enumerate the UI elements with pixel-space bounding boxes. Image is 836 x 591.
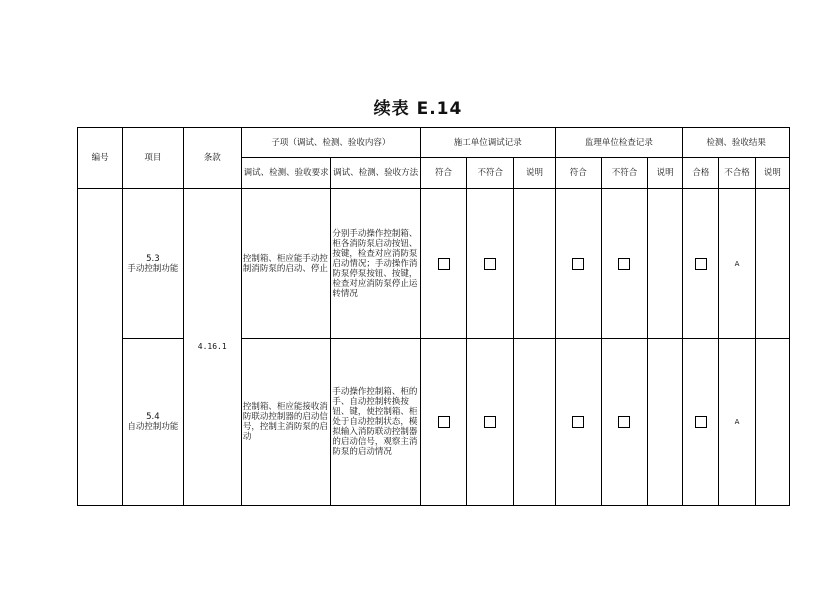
header-number: 编号 (78, 128, 123, 189)
supervision-explain-cell[interactable] (648, 189, 683, 339)
requirement-cell: 控制箱、柜应能手动控制消防泵的启动、停止 (241, 189, 330, 339)
supervision-conform-checkbox[interactable] (572, 258, 584, 270)
result-qualified-checkbox[interactable] (695, 416, 707, 428)
item-cell: 5.3 手动控制功能 (123, 189, 183, 339)
number-cell (78, 189, 123, 506)
inspection-table (77, 127, 790, 506)
construction-explain-cell[interactable] (514, 189, 555, 339)
header-result-qualified: 合格 (683, 158, 719, 189)
method-cell: 手动操作控制箱、柜的手、自动控制转换按钮、键，使控制箱、柜处于自动控制状态，模拟输入消防联动控制器的启动信号，观察主消防泵的启动情况 (331, 339, 421, 506)
header-construction-explain: 说明 (514, 158, 555, 189)
result-unqualified-mark: A (719, 339, 755, 506)
table-row (78, 189, 790, 339)
result-unqualified-mark: A (719, 189, 755, 339)
page-title: 续表 E.14 (373, 99, 463, 119)
header-result: 检测、验收结果 (683, 128, 790, 158)
header-sub-method: 调试、检测、验收方法 (331, 158, 421, 189)
header-supervision-explain: 说明 (648, 158, 683, 189)
header-supervision-not-conform: 不符合 (601, 158, 647, 189)
result-explain-cell[interactable] (755, 339, 789, 506)
item-cell: 5.4 自动控制功能 (123, 339, 183, 506)
header-item: 项目 (123, 128, 183, 189)
construction-conform-checkbox[interactable] (438, 258, 450, 270)
supervision-not-conform-checkbox[interactable] (618, 416, 630, 428)
header-subitem: 子项（调试、检测、验收内容） (241, 128, 420, 158)
construction-not-conform-checkbox[interactable] (484, 258, 496, 270)
clause-cell: 4.16.1 (183, 189, 241, 506)
header-result-unqualified: 不合格 (719, 158, 755, 189)
header-construction-not-conform: 不符合 (467, 158, 514, 189)
header-construction-conform: 符合 (420, 158, 466, 189)
requirement-cell: 控制箱、柜应能接收消防联动控制器的启动信号，控制主消防泵的启动 (241, 339, 330, 506)
header-clause: 条款 (183, 128, 241, 189)
construction-explain-cell[interactable] (514, 339, 555, 506)
header-result-explain: 说明 (755, 158, 789, 189)
header-supervision: 监理单位检查记录 (555, 128, 683, 158)
result-qualified-checkbox[interactable] (695, 258, 707, 270)
method-cell: 分别手动操作控制箱、柜各消防泵启动按钮、按键，检查对应消防泵启动情况；手动操作消 防泵停泵按钮、按键，检查对应消防泵停止运转情况 (331, 189, 421, 339)
supervision-explain-cell[interactable] (648, 339, 683, 506)
construction-conform-checkbox[interactable] (438, 416, 450, 428)
supervision-conform-checkbox[interactable] (572, 416, 584, 428)
construction-not-conform-checkbox[interactable] (484, 416, 496, 428)
header-sub-requirement: 调试、检测、验收要求 (241, 158, 330, 189)
header-supervision-conform: 符合 (555, 158, 601, 189)
result-explain-cell[interactable] (755, 189, 789, 339)
supervision-not-conform-checkbox[interactable] (618, 258, 630, 270)
header-construction: 施工单位调试记录 (420, 128, 555, 158)
